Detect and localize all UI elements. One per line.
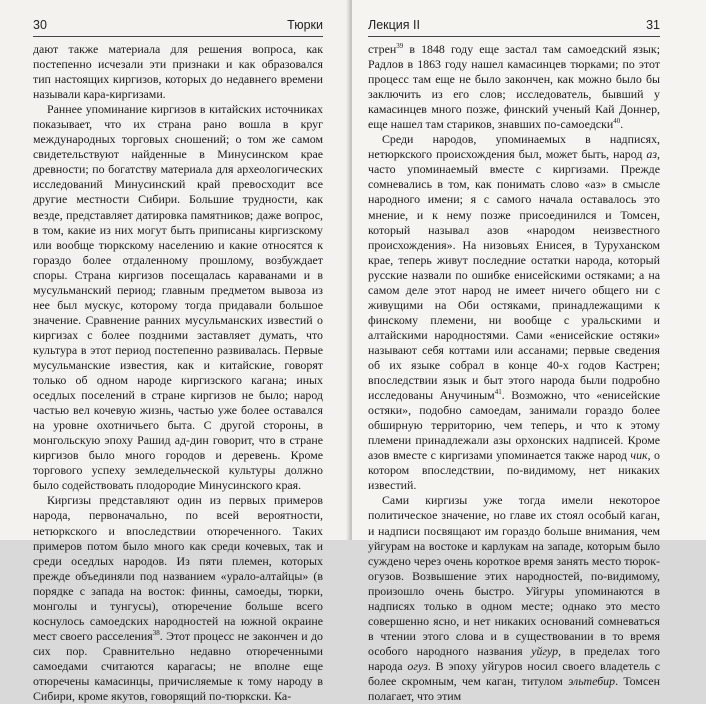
right-header-rule	[368, 36, 660, 37]
left-running-head: Тюрки	[287, 18, 323, 32]
right-p1-start: стрен	[368, 42, 397, 56]
right-paragraph-1: стрен$^{39}$ в 1848 году еще застал там самоедский язык; Радлов в 1863 году нашел камасинцев тюрками; по этот процесс там еще не было закончен, как можно было бы заключить из его слов; исследователь, бывший у камасинцев много позже, финский ученый Кай Доннер, еще нашел там стариков, знавших по-самоедски$^{40}$.	[368, 42, 660, 132]
right-p2-rest2: . Возможно, что «енисейские остяки», подобно самоедам, занимали гораздо более обширную территорию, чем теперь, и что к этому племени принадлежали азы орхонских надписей. Кроме азов вместе с киргизами упоминается также народ	[368, 388, 660, 463]
right-body-text	[368, 42, 660, 704]
left-paragraph-1: дают также материала для решения вопроса, как постепенно исчезали эти признаки и как образовался тип настоящих киргизов, которых до недавнего времени называли кара-киргизами.	[33, 42, 323, 102]
footnote-ref-41: 41	[494, 388, 502, 397]
term-uygur: уйгур	[531, 643, 559, 658]
right-p3-mid2: . В эпоху уйгуров носил своего владетель с более скромным, чем каган, титулом	[368, 658, 660, 688]
left-paragraph-3-text: Киргизы представляют один из первых примеров народа, первоначально, по всей вероятности, нетюркского и впоследствии отюреченного. Таких примеров потом было много как среди кочевых, так и среди оседлых народов. Из пяти племен, которых прежде объединяли под названием «урало-алтайцы» (в порядке с запада на восток: финны, самоеды, тюрки, монголы и тунгусы), отюречение больше всего коснулось самоедских народностей на южной окраине мест своего расселения	[33, 493, 323, 643]
footnote-ref-38: 38	[152, 628, 160, 637]
left-page	[0, 0, 350, 704]
term-oguz: огуз	[407, 658, 428, 673]
right-page	[352, 0, 706, 704]
footnote-ref-39: 39	[396, 42, 404, 51]
right-p3-mid: , в пределах того народа	[368, 643, 660, 673]
right-paragraph-2	[368, 132, 660, 493]
left-paragraph-3: Киргизы представляют один из первых примеров народа, первоначально, по всей вероятности, нетюркского и впоследствии отюреченного. Таких примеров потом было много как среди кочевых, так и среди оседлых народов. Из пяти племен, которых прежде объединяли под названием «урало-алтайцы» (в порядке с запада на восток: финны, самоеды, тюрки, монголы и тунгусы), отюречение больше всего коснулось самоедских народностей на южной окраине мест своего расселения$^{38}$. Этот процесс не закончен и до сих пор. Сравнительно недавно отюреченными самоедами считаются карагасы; не вполне еще отюречены камасинцы, причисляемые к тому народу в Сибири, кроме якутов, говорящий по-тюркски. Ка-	[33, 493, 323, 704]
right-p1-rest: в 1848 году еще застал там самоедский язык; Радлов в 1863 году нашел камасинцев тюрками; по этот процесс там еще не было закончен, как можно было бы заключить из его слов; исследователь, бывший у камасинцев много позже, финский ученый Кай Доннер, еще нашел там стариков, знавших по-самоедски	[368, 42, 660, 132]
left-paragraph-3-cont: Этот процесс не закончен и до сих пор. Сравнительно недавно отюреченными самоедами считаются карагасы; не вполне еще отюречены камасинцы, причисляемые к тому народу в Сибири, кроме якутов, говорящий по-тюркски. Ка-	[33, 628, 323, 704]
right-page-number: 31	[646, 18, 660, 32]
term-az: аз	[646, 147, 658, 162]
right-p2-end: , о котором впоследствии, по-видимому, нет никаких известий.	[368, 448, 661, 493]
left-header-rule	[33, 36, 323, 37]
right-running-head: Лекция II	[368, 18, 420, 32]
right-p2-start: Среди народов, упоминаемых в надписях, нетюркского происхождения был, может быть, народ	[368, 132, 660, 162]
term-chik: чик	[630, 448, 648, 463]
left-page-number: 30	[33, 18, 47, 32]
right-p2-rest: , часто упоминаемый вместе с киргизами. Прежде сомневались в том, как понимать слово «аз» в смысле народного имени; я с самого начала оставалось это мнение, и к нему позже присоединился и Томсен, который называл азов «народом неизвестного происхождения». На низовьях Енисея, в Туруханском крае, теперь живут последние остатки народа, который русские назвали по ошибке енисейскими остяками; а на самом деле этот народ не имеет ничего общего ни с живущими на Оби остяками, принадлежащими к финскому племени, ни вообще с уральскими и алтайскими народностями. Сами «енисейские остяки» называют себя коттами или ассанами; первые сведения об их языке собрал в конце 40-х годов Кастрен; впоследствии язык и быт этого народа были подробно исследованы Анучиным	[368, 147, 660, 403]
right-paragraph-3	[368, 493, 660, 704]
right-p3-end: . Томсен полагает, что этим	[368, 673, 660, 704]
footnote-ref-40: 40	[613, 117, 621, 126]
left-body-text	[33, 42, 323, 704]
left-paragraph-2: Раннее упоминание киргизов в китайских источниках показывает, что их страна рано вошла в круг международных торговых сношений; о том же самом свидетельствуют найденные в Минусинском крае древности; по богатству материала для археологических исследований Минусинский край превосходит все другие местности Сибири. Большие трудности, как везде, представляет датировка памятников; даже вопрос, в том, какие из них могут быть приписаны киргизскому или вообще тюркскому населению и какие относятся к гораздо более отдаленному прошлому, возбуждает споры. Страна киргизов посещалась караванами и в мусульманский период; главным предметом вывоза из нее был мускус, которому тогда придавали большое значение. Сравнение ранних мусульманских известий о киргизах с более поздними заставляет думать, что культура в этот период постепенно развивалась. Первые мусульманские известия, как и китайские, говорят только об одном народе киргизского кагана; иных оседлых поселений в стране киргизов не было; народ частью вел кочевую жизнь, частью уже более оставался на уровне охотничьего быта. С другой стороны, в монгольскую эпоху Рашид ад-дин говорит, что в стране киргизов было много городов и деревень. Кроме торгового успеху земледельческой культуры должно было содействовать плодородие Минусинского края.	[33, 102, 323, 493]
term-eltebir: эльтебир	[568, 673, 616, 688]
right-p3-start: Сами киргизы уже тогда имели некоторое политическое значение, но главе их стоял особый каган, и надписи посвящают им гораздо больше внимания, чем уйгурам на востоке и карлукам на западе, которым было суждено через очень короткое время занять место тюрок-огузов. Возвышение этих народностей, по-видимому, произошло очень быстро. Уйгуры упоминаются в надписях только в одном месте; однако это место совершенно ясно, и нет никаких оснований сомневаться в чтении этого слова и в существовании в то время особого народного названия	[368, 493, 660, 658]
